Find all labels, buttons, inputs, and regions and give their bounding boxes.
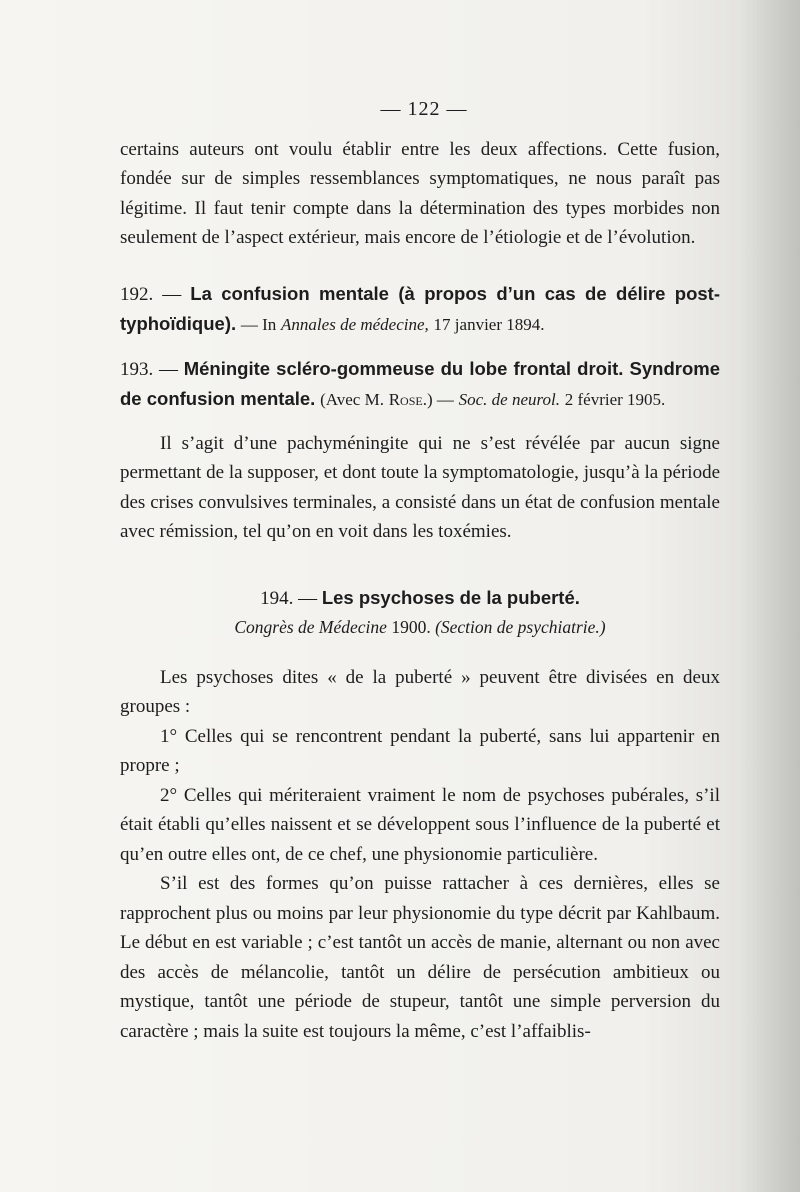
entry-sub-journal: Congrès de Médecine bbox=[234, 617, 387, 637]
page-number: — 122 — bbox=[380, 98, 468, 120]
entry-number: 193. — bbox=[120, 358, 178, 380]
entry-with-end: .) — bbox=[422, 390, 454, 409]
entry-ref-prefix: — In bbox=[240, 315, 277, 334]
entry-body: Il s’agit d’une pachyméningite qui ne s’est révélée par aucun signe permettant de la supposer, et dont toute la symptomatologie, jusqu’à la période des crises convulsives terminales, a consisté dans un état de confusion mentale avec rémission, tel qu’on en voit dans les toxémies. bbox=[120, 432, 720, 542]
paragraph: 2° Celles qui mériteraient vraiment le nom de psychoses pubérales, s’il était établi qu’elles naissent et se développent sous l’influence de la puberté et qu’en outre elles ont, de ce chef, une physionomie particulière. bbox=[120, 784, 720, 865]
paragraph: 1° Celles qui se rencontrent pendant la puberté, sans lui appartenir en propre ; bbox=[120, 725, 720, 776]
paragraph: Les psychoses dites « de la puberté » peuvent être divisées en deux groupes : bbox=[120, 666, 720, 717]
entry-number: 194. — bbox=[260, 587, 318, 609]
entry-sub-section: (Section de psychiatrie.) bbox=[435, 617, 606, 637]
entry-number: 192. — bbox=[120, 283, 182, 305]
paragraph: certains auteurs ont voulu établir entre les deux affections. Cette fusion, fondée sur de simples ressemblances symptomatiques, ne nous paraît pas légitime. Il faut tenir compte dans la détermination des types morbides non seulement de l’aspect extérieur, mais encore de l’étiologie et de l’évolution. bbox=[120, 138, 720, 248]
paragraph: S’il est des formes qu’on puisse rattacher à ces dernières, elles se rapprochent plus ou moins par leur physionomie du type décrit par Kahlbaum. Le début en est variable ; c’est tantôt un accès de manie, alternant ou non avec des accès de mélancolie, tantôt un délire de persécution ambitieux ou mystique, tantôt une période de stupeur, tantôt une simple perversion du caractère ; mais la suite est toujours la même, c’est l’affaiblis- bbox=[120, 873, 720, 1042]
entry-journal: Annales de médecine, bbox=[281, 315, 429, 334]
entry-194 bbox=[120, 583, 720, 643]
entry-date: 17 janvier 1894. bbox=[433, 315, 545, 334]
entry-title: Les psychoses de la puberté. bbox=[321, 586, 580, 608]
page-text bbox=[120, 95, 720, 1046]
entry-title: La confusion mentale (à propos d’un cas de délire post-typhoïdique). bbox=[120, 282, 720, 334]
entry-with: (Avec M. bbox=[320, 390, 384, 409]
entry-subtitle bbox=[120, 613, 720, 643]
page-edge-shadow bbox=[740, 0, 800, 1192]
entry-193 bbox=[120, 354, 720, 547]
entry-192 bbox=[120, 279, 720, 340]
entry-date: 2 février 1905. bbox=[564, 390, 666, 409]
entry-journal: Soc. de neurol. bbox=[458, 390, 560, 409]
entry-title: Méningite scléro-gommeuse du lobe frontal droit. Syndrome de confusion mentale. bbox=[120, 357, 720, 409]
entry-coauthor: Rose bbox=[388, 390, 423, 409]
entry-sub-year: 1900. bbox=[391, 617, 431, 637]
